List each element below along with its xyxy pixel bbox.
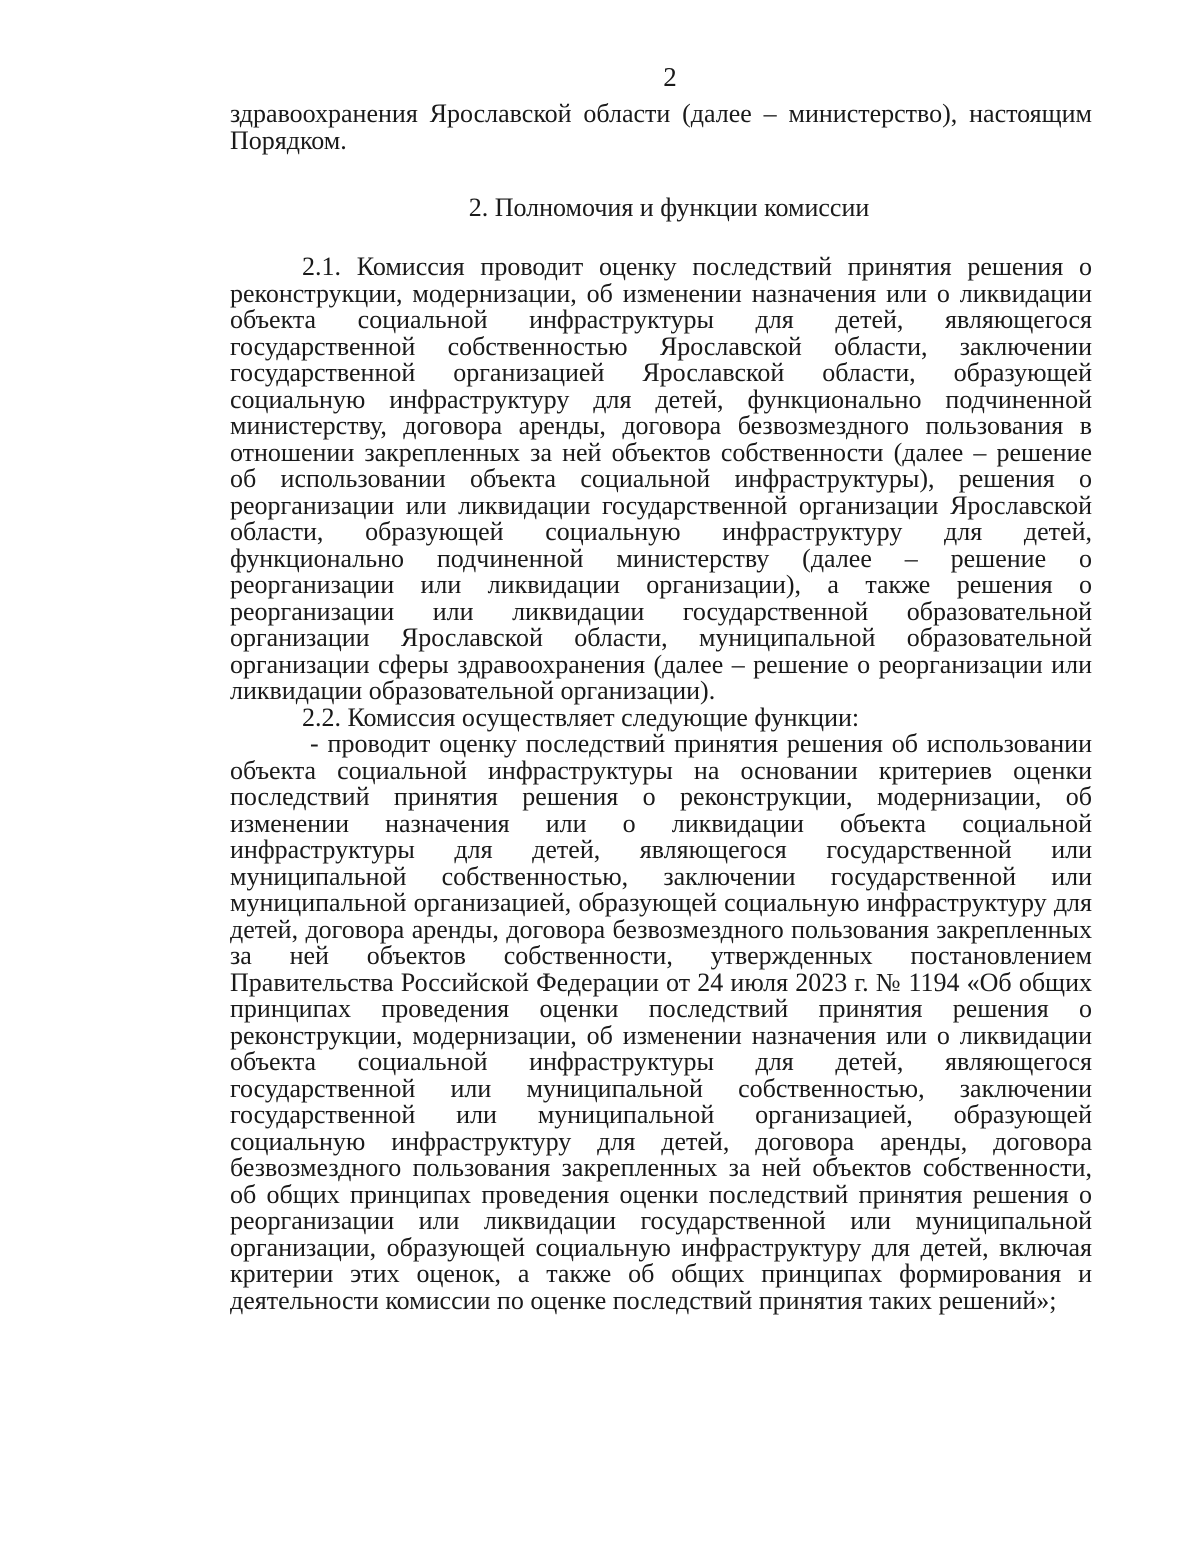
paragraph-2-2: 2.2. Комиссия осуществляет следующие функции: — [302, 702, 860, 732]
paragraph-function-item: - проводит оценку последствий принятия решения об использовании объекта социальной инфраструктуры на основании критериев оценки последствий принятия решения о реконструкции, модернизации, об изменении назначения или о ликвидации объекта социальной инфраструктуры для детей, являющегося государственной или муниципальной собственностью, заключении государственной или муниципальной организацией, образующей социальную инфраструктуру для детей, договора аренды, договора безвозмездного пользования закрепленных за ней объектов собственности, утвержденных постановлением Правительства Российской Федерации от 24 июля 2023 г. № 1194 «Об общих принципах проведения оценки последствий принятия решения о реконструкции, модернизации, об изменении назначения или о ликвидации объекта социальной инфраструктуры для детей, являющегося государственной или муниципальной собственностью, заключении государственной или муниципальной организацией, образующей социальную инфраструктуру для детей, договора аренды, договора безвозмездного пользования закрепленных за ней объектов собственности, об общих принципах проведения оценки последствий принятия решения о реорганизации или ликвидации государственной или муниципальной организации, образующей социальную инфраструктуру для детей, включая критерии этих оценок, а также об общих принципах формирования и деятельности комиссии по оценке последствий принятия таких решений»; — [230, 729, 1092, 1315]
section-body — [230, 254, 1092, 1314]
page-number: 2 — [663, 62, 677, 92]
paragraph-2-1: 2.1. Комиссия проводит оценку последствий принятия решения о реконструкции, модернизации, об изменении назначения или о ликвидации объекта социальной инфраструктуры для детей, являющегося государственной собственностью Ярославской области, заключении государственной организацией Ярославской области, образующей социальную инфраструктуру для детей, функционально подчиненной министерству, договора аренды, договора безвозмездного пользования в отношении закрепленных за ней объектов собственности (далее – решение об использовании объекта социальной инфраструктуры), решения о реорганизации или ликвидации государственной организации Ярославской области, образующей социальную инфраструктуру для детей, функционально подчиненной министерству (далее – решение о реорганизации или ликвидации организации), а также решения о реорганизации или ликвидации государственной образовательной организации Ярославской области, муниципальной образовательной организации сферы здравоохранения (далее – решение о реорганизации или ликвидации образовательной организации). — [230, 252, 1092, 705]
lead-paragraph: здравоохранения Ярославской области (далее – министерство), настоящим Порядком. — [230, 99, 1092, 155]
section-title: 2. Полномочия и функции комиссии — [468, 193, 870, 222]
